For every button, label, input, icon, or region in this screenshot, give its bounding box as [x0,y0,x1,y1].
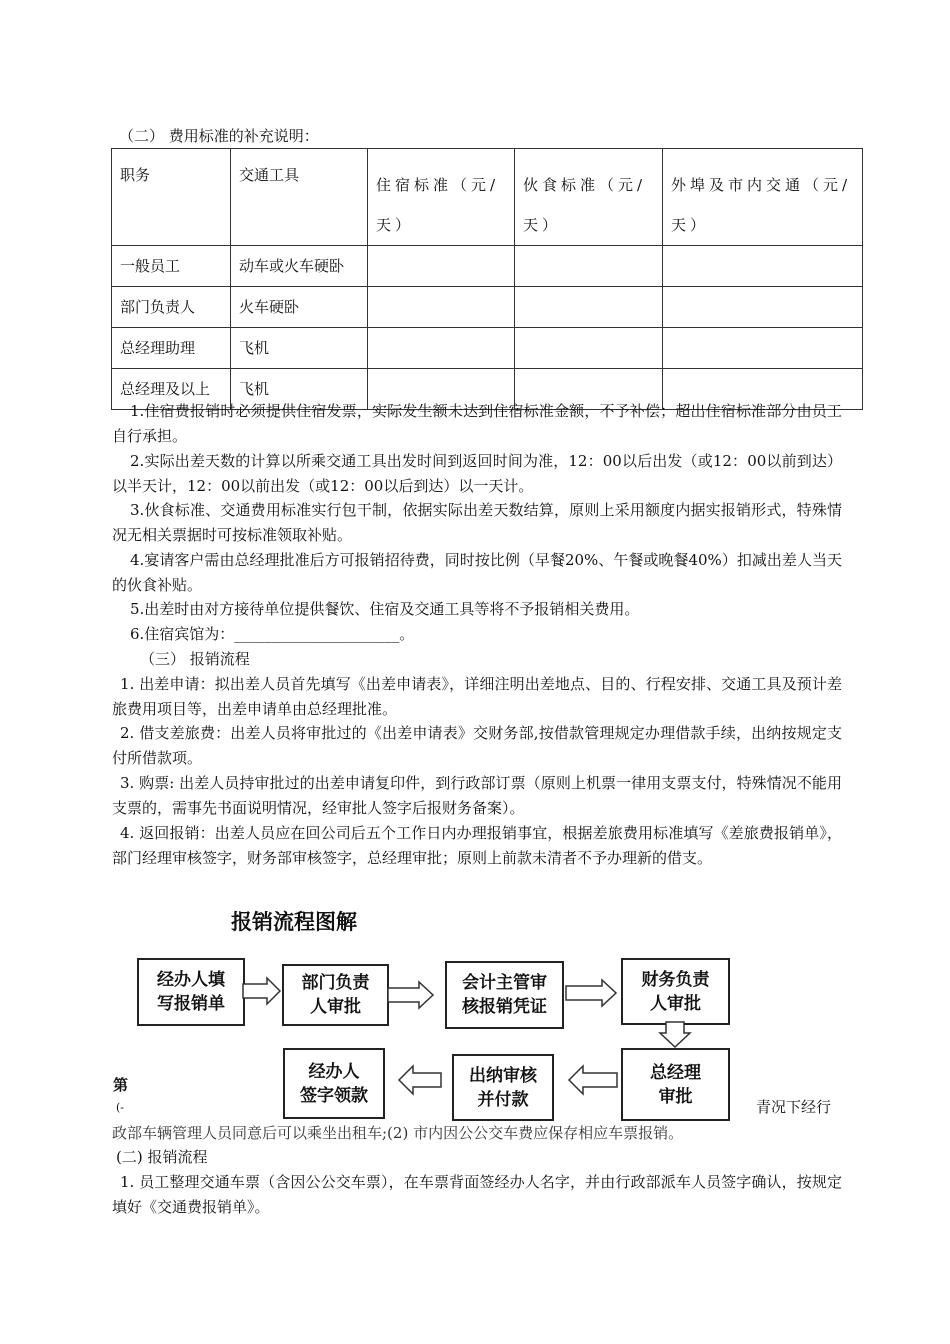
cell-position: 一般员工 [112,246,231,287]
note-1: 1.住宿费报销时必须提供住宿发票，实际发生额未达到住宿标准金额，不予补偿；超出住宿标准部分由员工自行承担。 [112,402,842,445]
flow-box-sign-receive: 经办人 签字领款 [283,1048,385,1119]
header-meals: 伙食标准（元/天） [515,149,663,246]
flow-box-gm-approval: 总经理 审批 [621,1048,730,1121]
traffic-step-1: 1. 员工整理交通车票（含因公公交车票），在车票背面签经办人名字，并由行政部派车人员签字确认，按规定填好《交通费报销单》。 [112,1173,842,1216]
section2-heading: （二） 费用标准的补充说明： [119,127,319,145]
arrow-right-icon [564,978,619,1008]
header-position: 职务 [112,149,231,246]
step-3: 3. 购票: 出差人员持审批过的出差申请复印件，到行政部订票（原则上机票一律用支票支付，特殊情况不能用支票的，需事先书面说明情况，经审批人签字后报财务备案）。 [112,774,842,817]
cell-local-transport [663,246,863,287]
partial-right-fragment: 青况下经行 [756,1098,832,1116]
cell-position: 部门负责人 [112,287,231,328]
table-row [112,287,863,328]
flow-box-fill-form: 经办人填 写报销单 [137,958,245,1026]
table-row [112,328,863,369]
table-row [112,246,863,287]
step-4: 4. 返回报销：出差人员应在回公司后五个工作日内办理报销事宜，根据差旅费用标准填写《差旅费报销单》，部门经理审核签字，财务部审核签字，总经理审批；原则上前款未清者不予办理新的借支。 [112,824,842,867]
flow-title: 报销流程图解 [231,910,357,934]
step-2: 2. 借支差旅费：出差人员将审批过的《出差申请表》交财务部,按借款管理规定办理借款手续，出纳按规定支付所借款项。 [112,724,842,767]
flow-box-dept-approval: 部门负责 人审批 [282,964,389,1026]
note-4: 4.宴请客户需由总经理批准后方可报销招待费，同时按比例（早餐20%、午餐或晚餐40%）扣减出差人当天的伙食补贴。 [112,551,842,594]
expense-standard-table [111,148,863,410]
cell-meals [515,328,663,369]
cell-local-transport [663,287,863,328]
cell-meals [515,287,663,328]
cell-transport: 飞机 [231,328,368,369]
header-transport: 交通工具 [231,149,368,246]
cell-position: 总经理助理 [112,328,231,369]
arrow-down-icon [658,1021,692,1048]
cell-transport: 飞机 [231,369,368,410]
traffic-heading: (二) 报销流程 [116,1148,208,1166]
flow-box-accounting-review: 会计主管审 核报销凭证 [445,961,564,1029]
arrow-left-icon [567,1064,619,1096]
cell-transport: 火车硬卧 [231,287,368,328]
flow-box-finance-approval: 财务负责 人审批 [621,958,730,1025]
step-1: 1. 出差申请：拟出差人员首先填写《出差申请表》，详细注明出差地点、目的、行程安排、交通工具及预计差旅费用项目等，出差申请单由总经理批准。 [112,675,842,718]
table-header-row [112,149,863,246]
cell-meals [515,246,663,287]
cell-local-transport [663,328,863,369]
cell-position: 总经理及以上 [112,369,231,410]
arrow-right-icon [241,976,283,1006]
partial-paren-fragment: (- [116,1101,125,1114]
header-lodging: 住宿标准（元/天） [368,149,515,246]
flow-box-cashier-pay: 出纳审核 并付款 [452,1054,554,1121]
header-local-transport: 外埠及市内交通（元/天） [663,149,863,246]
cell-lodging [368,328,515,369]
cell-lodging [368,287,515,328]
note-5: 5.出差时由对方接待单位提供餐饮、住宿及交通工具等将不予报销相关费用。 [130,600,640,618]
arrow-right-icon [386,980,436,1010]
cell-transport: 动车或火车硬卧 [231,246,368,287]
cell-lodging [368,246,515,287]
arrow-left-icon [397,1064,443,1096]
partial-heading-fragment: 第 [113,1076,129,1094]
partial-line: 政部车辆管理人员同意后可以乘坐出租车;(2) 市内因公公交车费应保存相应车票报销。 [112,1124,684,1142]
note-2: 2.实际出差天数的计算以所乘交通工具出发时间到返回时间为准，12：00以后出发（或12：00以前到达）以半天计，12：00以前出发（或12：00以后到达）以一天计。 [112,452,842,495]
section3-heading: （三） 报销流程 [140,650,250,668]
note-3: 3.伙食标准、交通费用标准实行包干制，依据实际出差天数结算，原则上采用额度内据实报销形式，特殊情况无相关票据时可按标准领取补贴。 [112,501,842,544]
note-6: 6.住宿宾馆为：______________________。 [130,625,415,643]
